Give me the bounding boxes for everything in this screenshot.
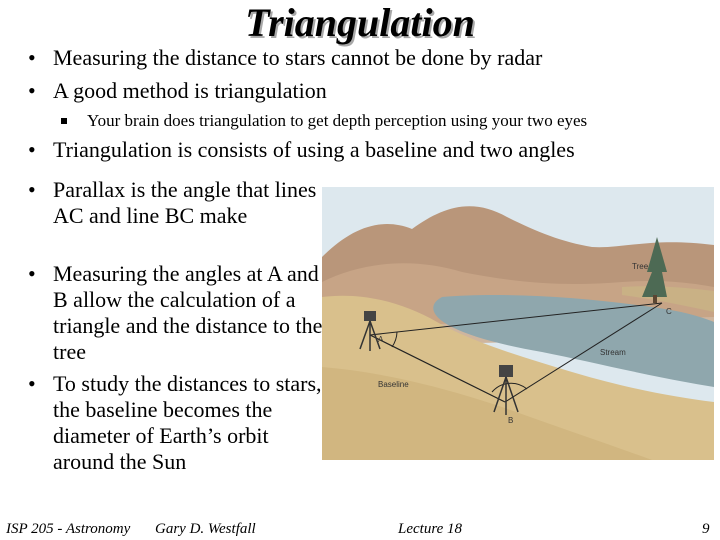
label-baseline: Baseline	[378, 380, 409, 389]
bullet-marker: •	[28, 261, 36, 286]
bullet-marker: •	[28, 137, 36, 162]
bullet-marker: •	[28, 371, 36, 396]
bullet-radar: Measuring the distance to stars cannot be done by radar	[53, 45, 543, 70]
bullet-marker: •	[28, 78, 36, 103]
label-a: A	[378, 335, 384, 344]
footer-author: Gary D. Westfall	[155, 521, 256, 537]
sub-bullet-depth-perception: Your brain does triangulation to get depth perception using your two eyes	[87, 111, 588, 130]
footer-course: ISP 205 - Astronomy	[6, 521, 131, 537]
footer-page-number: 9	[702, 521, 710, 537]
slide-title: Triangulation	[245, 0, 475, 45]
footer-lecture: Lecture 18	[398, 521, 463, 537]
bullet-star-distances: To study the distances to stars, the baseline becomes the diameter of Earth’s orbit around the Sun	[53, 371, 322, 474]
tree-trunk	[653, 295, 657, 303]
bullet-marker: •	[28, 45, 36, 70]
label-stream: Stream	[600, 348, 626, 357]
label-tree: Tree	[632, 262, 649, 271]
bullet-measuring-angles: Measuring the angles at A and B allow the calculation of a triangle and the distance to the tree	[53, 261, 323, 364]
triangulation-illustration	[322, 187, 714, 460]
bullet-marker: •	[28, 177, 36, 202]
bullet-baseline-angles: Triangulation is consists of using a baseline and two angles	[53, 137, 575, 162]
bullet-good-method: A good method is triangulation	[53, 78, 327, 103]
label-c: C	[666, 307, 672, 316]
sub-bullet-square-icon	[61, 118, 67, 124]
bullet-parallax: Parallax is the angle that lines AC and line BC make	[53, 177, 317, 228]
label-b: B	[508, 416, 514, 425]
